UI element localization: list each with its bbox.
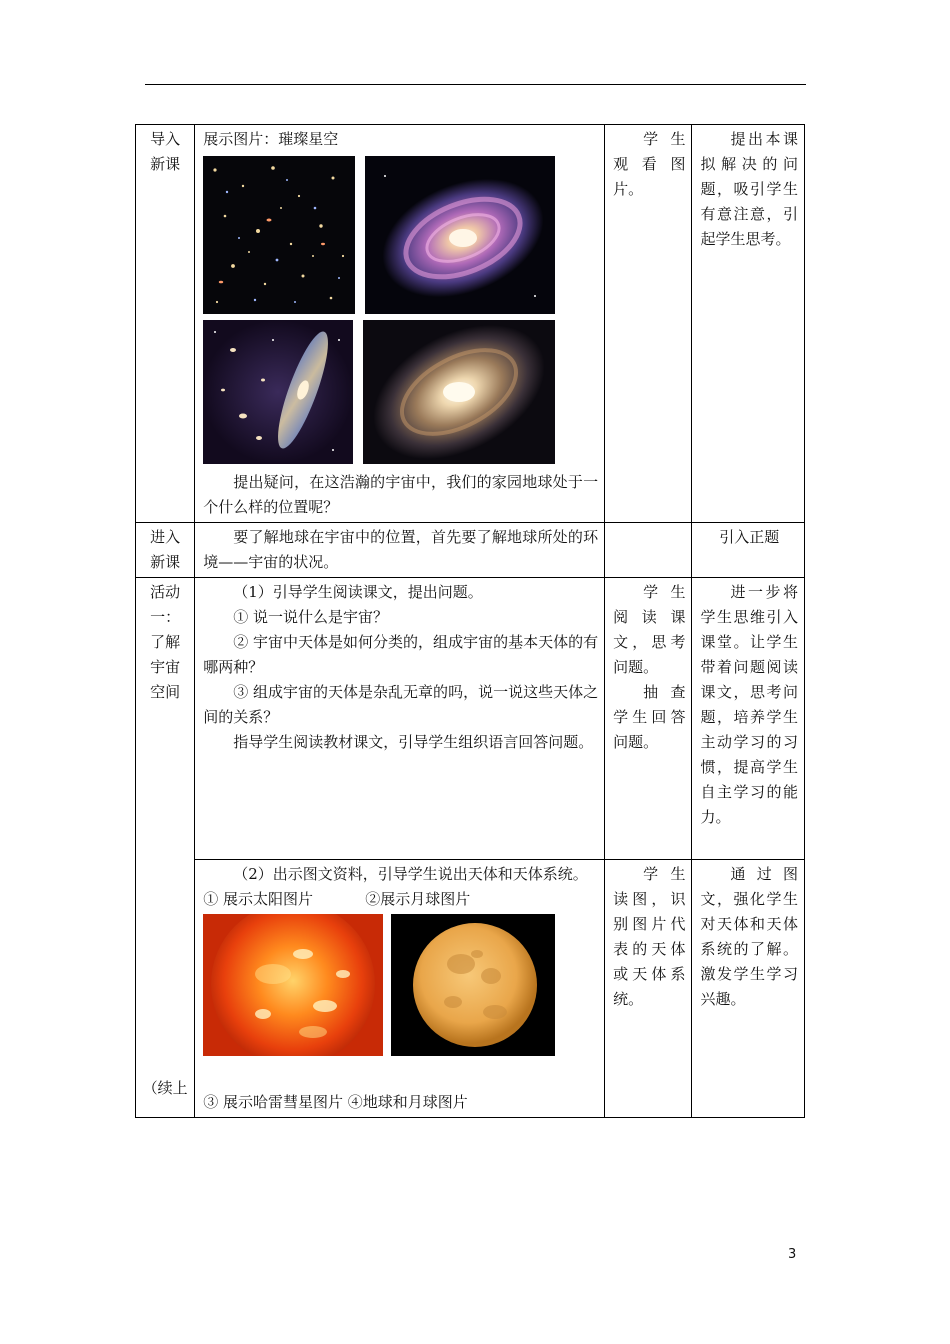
sun-image bbox=[203, 914, 383, 1056]
lesson-plan-table bbox=[135, 124, 805, 1118]
deep-field-image bbox=[203, 156, 355, 314]
student-activity-cell bbox=[605, 523, 692, 578]
design-intent-cell: 通过图文，强化学生对天体和天体系统的了解。激发学生学习兴趣。 bbox=[692, 860, 805, 1118]
stage-cell: 导入 新课 bbox=[136, 125, 195, 523]
student-activity-cell: 学生读图，识别图片代表的天体或天体系统。 bbox=[605, 860, 692, 1118]
header-rule bbox=[145, 84, 806, 85]
starry-sky-images bbox=[203, 156, 598, 314]
sun-caption: ① 展示太阳图片 bbox=[203, 890, 314, 908]
question-3: ③ 组成宇宙的天体是杂乱无章的吗，说一说这些天体之间的关系？ bbox=[203, 683, 599, 726]
teacher-activity-cell bbox=[195, 860, 605, 1118]
row-title: 展示图片：璀璨星空 bbox=[203, 130, 339, 148]
closing-question: 提出疑问，在这浩瀚的宇宙中，我们的家园地球处于一个什么样的位置呢？ bbox=[203, 473, 599, 516]
teacher-activity-cell: 要了解地球在宇宙中的位置，首先要了解地球所处的环境——宇宙的状况。 bbox=[195, 523, 605, 578]
question-2: ② 宇宙中天体是如何分类的，组成宇宙的基本天体的有哪两种？ bbox=[203, 633, 599, 676]
design-intent-cell: 引入正题 bbox=[692, 523, 805, 578]
question-1: ① 说一说什么是宇宙？ bbox=[233, 608, 389, 626]
student-activity-a: 学生阅读课文，思考问题。 bbox=[613, 583, 686, 676]
design-intent-cell: 提出本课拟解决的问题，吸引学生有意注意，引起学生思考。 bbox=[692, 125, 805, 523]
teacher-activity-cell bbox=[195, 125, 605, 523]
table-row bbox=[136, 578, 805, 860]
reading-guidance: 指导学生阅读教材课文，引导学生组织语言回答问题。 bbox=[233, 733, 594, 751]
student-activity-cell bbox=[605, 578, 692, 860]
table-row bbox=[136, 860, 805, 1118]
stage-cell: 进入 新课 bbox=[136, 523, 195, 578]
teacher-activity-cell bbox=[195, 578, 605, 860]
design-intent-cell: 进一步将学生思维引入课堂。让学生带着问题阅读课文，思考问题，培养学生主动学习的习惯，提高学生自主学习的能力。 bbox=[692, 578, 805, 860]
student-activity-b: 抽查学生回答问题。 bbox=[613, 683, 686, 751]
student-activity-cell: 学生观看图片。 bbox=[605, 125, 692, 523]
activity-heading: （1）引导学生阅读课文，提出问题。 bbox=[233, 583, 483, 601]
ngc-spiral-galaxy-image bbox=[363, 320, 555, 464]
sun-moon-images bbox=[203, 914, 598, 1056]
more-image-captions: ③ 展示哈雷彗星图片 ④地球和月球图片 bbox=[203, 1093, 468, 1111]
table-row bbox=[136, 523, 805, 578]
table-row bbox=[136, 125, 805, 523]
stage-cell bbox=[136, 860, 195, 1118]
moon-caption: ②展示月球图片 bbox=[365, 890, 471, 908]
stage-cell: 活动 一： 了解 宇宙 空间 bbox=[136, 578, 195, 860]
continued-note: （续上 bbox=[142, 1079, 188, 1097]
edge-on-galaxy-image bbox=[203, 320, 353, 464]
activity-heading: （2）出示图文资料，引导学生说出天体和天体系统。 bbox=[233, 865, 588, 883]
spiral-galaxy-image bbox=[365, 156, 555, 314]
page-number: 3 bbox=[788, 1247, 797, 1262]
galaxy-images bbox=[203, 320, 598, 464]
moon-image bbox=[391, 914, 555, 1056]
image-captions bbox=[203, 887, 598, 912]
